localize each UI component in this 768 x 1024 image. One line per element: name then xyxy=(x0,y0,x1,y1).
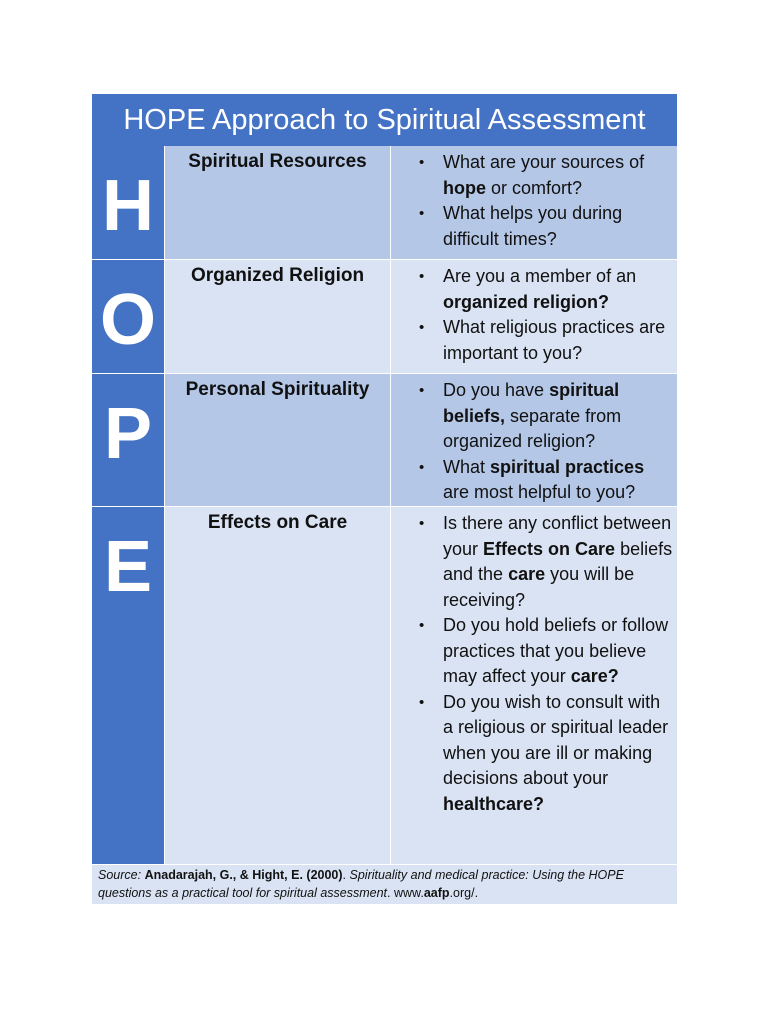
bullet-icon: • xyxy=(419,205,425,222)
question-cell xyxy=(391,374,677,506)
question-bold-text: spiritual practices xyxy=(490,456,645,477)
row-organized-religion xyxy=(92,260,677,373)
bullet-icon: • xyxy=(419,693,425,711)
bullet-icon: • xyxy=(419,382,425,399)
letter-h: H xyxy=(92,146,164,259)
question-text: beliefs and the xyxy=(443,538,673,584)
question-bold-text: healthcare? xyxy=(443,793,545,814)
question-list xyxy=(391,146,677,252)
question-item xyxy=(391,511,673,613)
question-item xyxy=(391,455,673,506)
question-cell xyxy=(391,260,677,373)
bullet-icon: • xyxy=(419,515,425,532)
component-label: Personal Spirituality xyxy=(165,374,390,506)
bullet-icon: • xyxy=(419,617,425,634)
question-text: Do you hold beliefs or follow practices that you believe may affect your xyxy=(443,615,669,686)
source-label: Source: xyxy=(98,868,142,882)
hope-card xyxy=(92,94,677,904)
question-bold-text: care? xyxy=(570,666,619,686)
component-label: Effects on Care xyxy=(165,507,390,864)
question-item xyxy=(391,690,673,818)
question-bold-text: spiritual beliefs, xyxy=(443,380,620,426)
bullet-icon: • xyxy=(419,458,425,476)
letter-p: P xyxy=(92,374,164,506)
question-text: Is there any conflict between your xyxy=(443,513,672,559)
question-bold-text: Effects on Care xyxy=(483,538,616,559)
bullet-icon: • xyxy=(419,154,425,171)
question-item xyxy=(391,264,673,315)
bullet-icon: • xyxy=(419,268,425,285)
component-label: Organized Religion xyxy=(165,260,390,373)
question-text: What helps you during difficult times? xyxy=(443,203,623,249)
question-text: What xyxy=(443,456,491,477)
question-cell xyxy=(391,146,677,259)
row-personal-spirituality xyxy=(92,374,677,506)
question-bold-text: hope xyxy=(443,177,486,198)
bullet-icon: • xyxy=(419,319,425,336)
question-cell xyxy=(391,507,677,864)
page-title: HOPE Approach to Spiritual Assessment xyxy=(92,94,677,146)
question-text: Do you have xyxy=(443,380,550,400)
source-citation: Source: Anadarajah, G., & Hight, E. (2000). Spirituality and medical practice: Using the HOPE questions as a practical tool for spiritual assessment. www.aafp.org/. xyxy=(92,865,677,904)
question-bold-text: organized religion? xyxy=(443,291,610,312)
question-text: Do you wish to consult with a religious or spiritual leader when you are ill or making decisions about your xyxy=(443,691,669,788)
letter-e: E xyxy=(92,507,164,864)
question-text: separate from organized religion? xyxy=(443,405,622,451)
question-bold-text: care xyxy=(508,564,546,584)
component-label: Spiritual Resources xyxy=(165,146,390,259)
question-item xyxy=(391,201,673,252)
source-title: Spirituality and medical practice: Using the HOPE questions as a practical tool for spiritual assessment xyxy=(98,868,624,900)
question-text: or comfort? xyxy=(486,177,583,198)
question-item xyxy=(391,315,673,366)
question-list xyxy=(391,374,677,506)
source-authors: Anadarajah, G., & Hight, E. (2000) xyxy=(144,868,343,882)
row-effects-on-care xyxy=(92,507,677,864)
letter-o: O xyxy=(92,260,164,373)
row-spiritual-resources xyxy=(92,146,677,259)
question-item xyxy=(391,150,673,201)
question-list xyxy=(391,507,677,817)
question-item xyxy=(391,378,673,455)
question-text: you will be receiving? xyxy=(443,564,635,610)
question-text: are most helpful to you? xyxy=(443,482,636,502)
question-list xyxy=(391,260,677,366)
question-text: Are you a member of an xyxy=(443,266,637,286)
question-item xyxy=(391,613,673,690)
source-url[interactable]: www.aafp.org/ xyxy=(393,886,475,900)
question-text: What are your sources of xyxy=(443,152,645,172)
question-text: What religious practices are important to you? xyxy=(443,317,666,363)
